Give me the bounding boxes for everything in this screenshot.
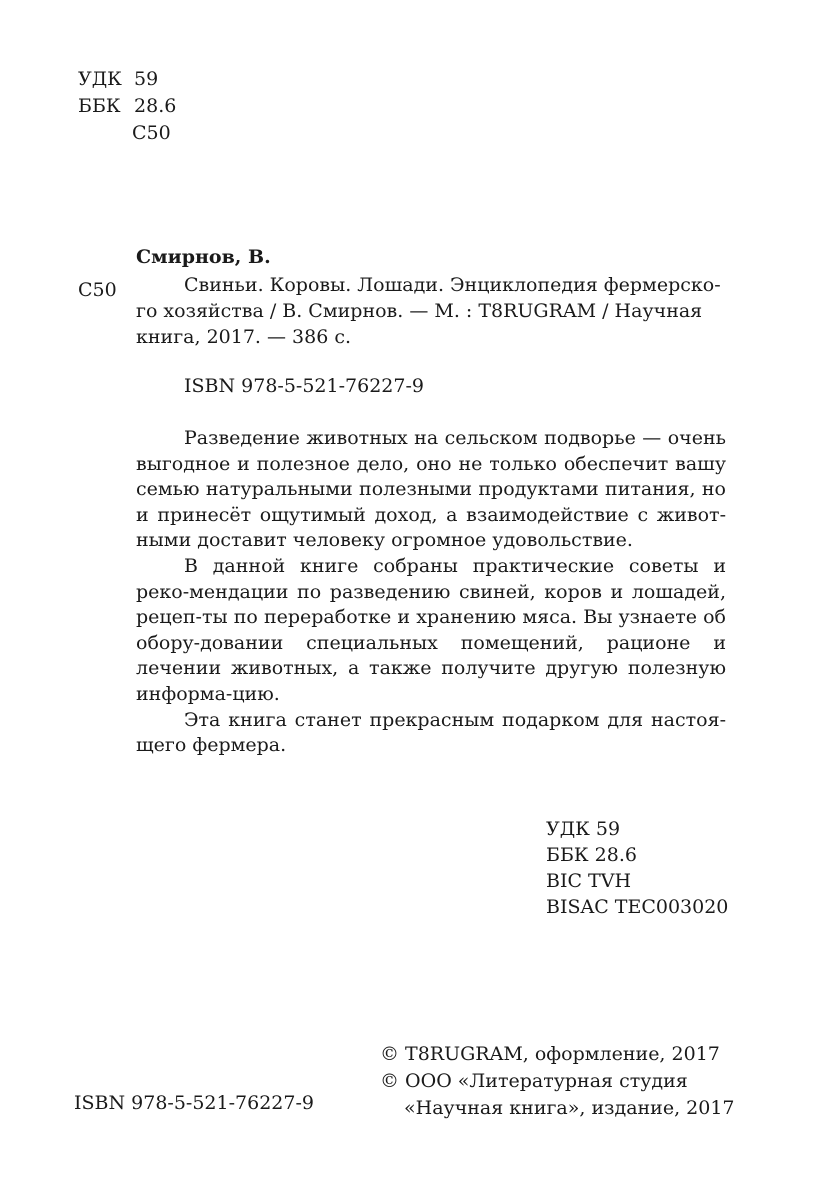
copyright-line: © T8RUGRAM, оформление, 2017 — [380, 1043, 720, 1065]
description-line: Свиньи. Коровы. Лошади. Энциклопедия фермерско- — [184, 274, 721, 296]
bbk-code: ББК 28.6 — [546, 844, 637, 866]
description-line: книга, 2017. — 386 с. — [136, 326, 352, 348]
isbn-bottom: ISBN 978-5-521-76227-9 — [74, 1092, 314, 1114]
isbn-top: ISBN 978-5-521-76227-9 — [184, 375, 424, 397]
bisac-code: BISAC TEC003020 — [546, 896, 729, 918]
annotation — [136, 426, 726, 759]
author-name: Смирнов, В. — [136, 246, 271, 268]
bbk-label: ББК — [78, 95, 121, 117]
bottom-classification-codes — [546, 816, 728, 920]
top-classification-codes — [78, 66, 176, 147]
copyright-line: © ООО «Литературная студия — [380, 1070, 688, 1092]
bic-code: BIC TVH — [546, 870, 632, 892]
udk-code: УДК 59 — [546, 818, 621, 840]
udk-value: 59 — [134, 68, 159, 90]
annotation-paragraph: Эта книга станет прекрасным подарком для настоя-щего фермера. — [136, 708, 726, 757]
copyright-block — [380, 1041, 735, 1122]
copyright-line: «Научная книга», издание, 2017 — [404, 1097, 735, 1119]
author-cipher: С50 — [78, 279, 117, 301]
udk-row — [78, 66, 176, 93]
author-mark: С50 — [132, 122, 171, 144]
annotation-paragraph: Разведение животных на сельском подворье — очень выгодное и полезное дело, оно не только обеспечит вашу семью натуральными полезными продуктами питания, но и принесёт ощутимый доход, а взаимодействие с живот-ными доставит человеку огромное удовольствие. — [136, 427, 726, 552]
bbk-row — [78, 93, 176, 120]
description-line: го хозяйства / В. Смирнов. — М. : T8RUGRAM / Научная — [136, 300, 703, 322]
annotation-paragraph: В данной книге собраны практические советы и реко-мендации по разведению свиней, коров и лошадей, рецеп-ты по переработке и хранению мяса. Вы узнаете об обору-довании специальных помещений, рационе и лечении животных, а также получите другую полезную информа-цию. — [136, 554, 726, 705]
bbk-value: 28.6 — [134, 95, 177, 117]
bibliographic-description — [136, 272, 724, 350]
udk-label: УДК — [78, 68, 122, 90]
